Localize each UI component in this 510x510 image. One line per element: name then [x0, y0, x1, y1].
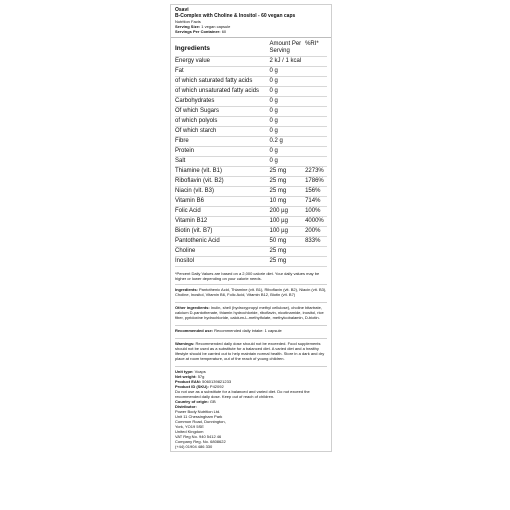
nutrient-ri — [305, 77, 327, 87]
table-row — [175, 77, 327, 87]
facts-label: Nutrition Facts — [175, 19, 201, 24]
nutrient-ri — [305, 147, 327, 157]
nutrient-amount: 25 mg — [270, 167, 306, 177]
nutrient-ri — [305, 67, 327, 77]
other-ingredients-label: Other ingredients: — [175, 305, 210, 310]
nutrient-amount: 0 g — [270, 127, 306, 137]
address-line: United Kingdom — [175, 429, 204, 434]
nutrient-amount: 50 mg — [270, 237, 306, 247]
nutrition-table — [175, 40, 327, 267]
nutrient-ri: 1786% — [305, 177, 327, 187]
table-header-row — [175, 40, 327, 57]
other-ingredients-section — [175, 302, 327, 322]
nutrient-name: Inositol — [175, 257, 270, 267]
col-header-ri: %RI* — [305, 40, 327, 57]
nutrient-name: Of which starch — [175, 127, 270, 137]
nutrient-amount: 25 mg — [270, 247, 306, 257]
table-row — [175, 217, 327, 227]
nutrient-ri — [305, 117, 327, 127]
nutrient-ri — [305, 247, 327, 257]
recommended-use-label: Recommended use: — [175, 328, 214, 333]
nutrient-ri: 200% — [305, 227, 327, 237]
distributor-address — [175, 409, 327, 449]
nutrient-name: Riboflavin (vit. B2) — [175, 177, 270, 187]
table-row — [175, 227, 327, 237]
ingredients-section — [175, 284, 327, 299]
nutrient-name: Fat — [175, 67, 270, 77]
nutrient-name: Thiamine (vit. B1) — [175, 167, 270, 177]
nutrient-amount: 200 µg — [270, 207, 306, 217]
nutrient-name: Choline — [175, 247, 270, 257]
table-row — [175, 237, 327, 247]
nutrient-amount: 25 mg — [270, 177, 306, 187]
table-row — [175, 187, 327, 197]
table-row — [175, 207, 327, 217]
nutrient-amount: 25 mg — [270, 257, 306, 267]
product-title: B-Complex with Choline & Inositol - 60 vegan caps — [175, 13, 296, 19]
unit-type-value: Vcaps — [194, 369, 206, 374]
nutrient-name: Of which Sugars — [175, 107, 270, 117]
disclaimer: Do not use as a substitute for a balanced and varied diet. Do not exceed the recommended daily dose. Keep out of reach of children. — [175, 389, 310, 399]
warnings-text: Recommended daily dose should not be exceeded. Food supplements should not be used as a substitute for a balanced diet. A varied diet and a healthy lifestyle should be carried out to help maintain normal health. Store in a dark and dry place at room temperature, out of the reach of young children. — [175, 341, 325, 361]
nutrient-name: of which saturated fatty acids — [175, 77, 270, 87]
nutrient-name: Energy value — [175, 57, 270, 67]
nutrient-ri — [305, 257, 327, 267]
address-line: Common Road, Dunnington, — [175, 419, 226, 424]
table-row — [175, 127, 327, 137]
nutrient-ri: 2273% — [305, 167, 327, 177]
table-row — [175, 97, 327, 107]
recommended-use-section — [175, 325, 327, 335]
nutrient-name: of which polyols — [175, 117, 270, 127]
nutrient-amount: 100 µg — [270, 227, 306, 237]
sku-label: Product ID (SKU): — [175, 384, 209, 389]
table-row — [175, 197, 327, 207]
table-row — [175, 117, 327, 127]
nutrient-amount: 0 g — [270, 67, 306, 77]
nutrient-amount: 0 g — [270, 77, 306, 87]
nutrient-name: Vitamin B6 — [175, 197, 270, 207]
net-weight-value: 57g — [197, 374, 205, 379]
nutrient-ri: 100% — [305, 207, 327, 217]
ingredients-text: Pantothenic Acid, Thiamine (vit. B1), Riboflavin (vit. B2), Niacin (vit. B3), Choline, Inositol, Vitamin B6, Folic Acid, Vitamin B12, Biotin (vit. B7) — [175, 287, 327, 297]
nutrient-amount: 0 g — [270, 117, 306, 127]
nutrient-ri: 156% — [305, 187, 327, 197]
servings-per-container — [175, 29, 327, 34]
nutrient-name: Salt — [175, 157, 270, 167]
address-line: York, YO19 5SE — [175, 424, 204, 429]
address-line: Unit 11 Chessingham Park — [175, 414, 223, 419]
other-ingredients-text: Inulin, shell (hydroxypropyl methyl cellulose), choline bitartrate, calcium D-pantothenate, thiamin hydrochloride, riboflavin, nicotinamide, inositol, rice fiber, pyridoxine hydrochloride, calcium-L-methylfolate, methylcobalamin, D-biotin. — [175, 305, 324, 320]
nutrient-amount: 0 g — [270, 107, 306, 117]
unit-type-label: Unit type: — [175, 369, 194, 374]
nutrient-amount: 0 g — [270, 157, 306, 167]
nutrient-amount: 0 g — [270, 87, 306, 97]
nutrient-name: Vitamin B12 — [175, 217, 270, 227]
nutrient-amount: 25 mg — [270, 187, 306, 197]
nutrient-name: Carbohydrates — [175, 97, 270, 107]
nutrient-name: Niacin (vit. B3) — [175, 187, 270, 197]
table-row — [175, 157, 327, 167]
ingredients-label: Ingredients: — [175, 287, 198, 292]
nutrient-name: Folic Acid — [175, 207, 270, 217]
table-row — [175, 137, 327, 147]
table-row — [175, 147, 327, 157]
table-row — [175, 107, 327, 117]
nutrient-name: Pantothenic Acid — [175, 237, 270, 247]
nutrient-amount: 0 g — [270, 97, 306, 107]
nutrition-table-body — [175, 57, 327, 267]
address-line: Power Body Nutrition Ltd. — [175, 409, 221, 414]
servings-label: Servings Per Container: — [175, 29, 221, 34]
table-row — [175, 177, 327, 187]
sku-value: P42092 — [209, 384, 224, 389]
nutrient-ri — [305, 107, 327, 117]
table-row — [175, 257, 327, 267]
nutrient-ri — [305, 87, 327, 97]
origin-label: Country of origin: — [175, 399, 209, 404]
col-header-amount: Amount Per Serving — [270, 40, 306, 57]
distributor-label-text: Distributor: — [175, 404, 197, 409]
nutrition-label-card — [170, 4, 332, 452]
table-row — [175, 247, 327, 257]
table-row — [175, 57, 327, 67]
serving-size-value: 1 vegan capsule — [201, 24, 231, 29]
nutrient-name: Fibre — [175, 137, 270, 147]
nutrient-amount: 10 mg — [270, 197, 306, 207]
nutrient-ri: 714% — [305, 197, 327, 207]
nutrient-ri — [305, 137, 327, 147]
ean-value: 5060139821233 — [202, 379, 232, 384]
warnings-section — [175, 338, 327, 363]
recommended-use-text: Recommended daily intake: 1 capsule — [214, 328, 282, 333]
nutrient-amount: 2 kJ / 1 kcal — [270, 57, 306, 67]
address-line: Company Reg. No. 6808622 — [175, 439, 226, 444]
servings-value: 60 — [221, 29, 227, 34]
nutrient-ri — [305, 97, 327, 107]
nutrient-name: Protein — [175, 147, 270, 157]
origin-value: GB — [209, 399, 216, 404]
address-line: (+44) 01904 486 330 — [175, 444, 213, 449]
nutrient-amount: 0 g — [270, 147, 306, 157]
warnings-label: Warnings: — [175, 341, 195, 346]
net-weight-label: Net weight: — [175, 374, 197, 379]
table-row — [175, 167, 327, 177]
nutrient-name: of which unsaturated fatty acids — [175, 87, 270, 97]
footnote: *Percent Daily Values are based on a 2,000 calorie diet. Your daily values may be higher or lower depending on your calorie needs. — [175, 271, 320, 281]
serving-size-label: Serving Size: — [175, 24, 201, 29]
nutrient-ri: 4000% — [305, 217, 327, 227]
nutrient-ri: 833% — [305, 237, 327, 247]
ean-label: Product EAN: — [175, 379, 201, 384]
table-row — [175, 67, 327, 77]
nutrient-amount: 0.2 g — [270, 137, 306, 147]
table-row — [175, 87, 327, 97]
address-line: VAT Reg No. 940 5412 46 — [175, 434, 222, 439]
label-header — [171, 5, 331, 38]
nutrient-ri — [305, 157, 327, 167]
nutrient-ri — [305, 127, 327, 137]
nutrient-amount: 100 µg — [270, 217, 306, 227]
product-details-section — [175, 366, 327, 451]
nutrient-name: Biotin (vit. B7) — [175, 227, 270, 237]
nutrient-ri — [305, 57, 327, 67]
brand-name: Osavi — [175, 7, 189, 13]
col-header-ingredients: Ingredients — [175, 40, 270, 57]
